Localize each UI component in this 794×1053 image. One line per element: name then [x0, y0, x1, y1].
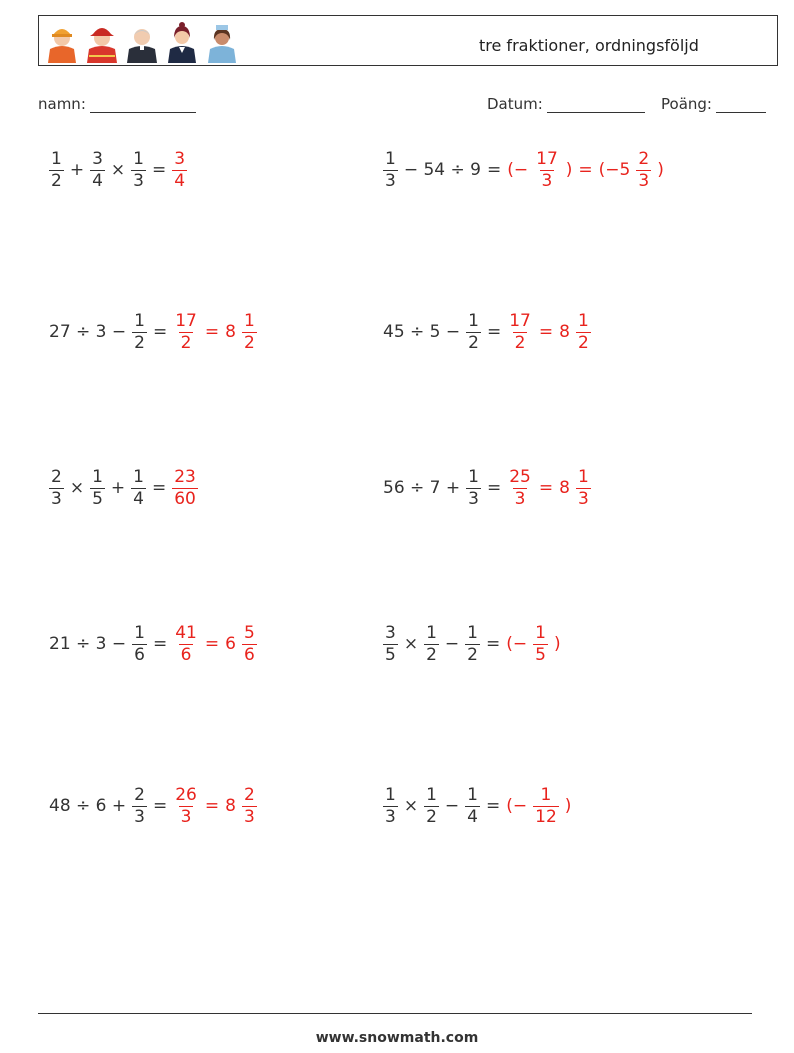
operator-text: × [69, 478, 85, 498]
denominator: 3 [514, 488, 526, 509]
numerator: 2 [134, 784, 145, 805]
operator-text: 45 ÷ 5 − [383, 322, 461, 342]
operator-text: = [151, 478, 167, 498]
numerator: 1 [468, 310, 479, 331]
fraction [383, 784, 398, 827]
numerator: 23 [174, 466, 196, 487]
answer [504, 310, 594, 353]
operator-text: + [69, 160, 85, 180]
numerator: 41 [175, 622, 197, 643]
operator-text: 21 ÷ 3 − [49, 634, 127, 654]
numerator: 3 [385, 622, 396, 643]
numerator: 5 [243, 622, 255, 643]
fraction [466, 310, 481, 353]
operator-text: = [204, 796, 220, 816]
fraction [131, 148, 146, 191]
date-field [487, 95, 645, 113]
denominator: 4 [174, 170, 186, 191]
fraction [424, 622, 439, 665]
fraction [173, 310, 199, 353]
denominator: 3 [577, 488, 589, 509]
numerator: 3 [92, 148, 103, 169]
operator-text: × [110, 160, 126, 180]
denominator: 3 [243, 806, 255, 827]
fraction [90, 148, 105, 191]
operator-text: = [152, 796, 168, 816]
operator-text: 6 [225, 634, 236, 654]
name-field [38, 95, 196, 113]
numerator: 2 [51, 466, 62, 487]
fraction [173, 784, 199, 827]
denominator: 6 [243, 644, 255, 665]
fraction [534, 148, 560, 191]
answer [169, 148, 190, 191]
answer [504, 466, 594, 509]
denominator: 2 [514, 332, 526, 353]
footer-divider [38, 1013, 752, 1014]
problem-4 [380, 302, 594, 362]
numerator: 1 [385, 148, 396, 169]
date-blank[interactable] [547, 96, 645, 113]
denominator: 2 [426, 644, 437, 665]
fraction [242, 622, 257, 665]
denominator: 3 [133, 170, 144, 191]
nurse-icon [205, 19, 239, 63]
operator-text: + [110, 478, 126, 498]
operator-text: 27 ÷ 3 − [49, 322, 127, 342]
fraction [172, 148, 187, 191]
answer [170, 622, 260, 665]
fraction [242, 310, 257, 353]
fraction [424, 784, 439, 827]
numerator: 1 [577, 310, 589, 331]
answer [503, 622, 563, 665]
numerator: 1 [467, 784, 478, 805]
numerator: 1 [51, 148, 62, 169]
score-label: Poäng: [661, 95, 712, 113]
answer [169, 466, 201, 509]
denominator: 5 [92, 488, 103, 509]
operator-text: − 54 ÷ 9 [403, 160, 481, 180]
construction-worker-icon [45, 19, 79, 63]
operator-text: ) [565, 160, 573, 180]
denominator: 3 [51, 488, 62, 509]
denominator: 4 [467, 806, 478, 827]
denominator: 6 [180, 644, 192, 665]
date-label: Datum: [487, 95, 543, 113]
denominator: 2 [426, 806, 437, 827]
numerator: 1 [577, 466, 589, 487]
problem-5 [46, 458, 201, 518]
numerator: 1 [134, 622, 145, 643]
operator-text: (− [506, 634, 528, 654]
numerator: 1 [134, 310, 145, 331]
problem-10 [380, 776, 574, 836]
operator-text: − [444, 634, 460, 654]
fraction [507, 310, 533, 353]
operator-text: = [485, 796, 501, 816]
denominator: 2 [180, 332, 192, 353]
operator-text: = [538, 478, 554, 498]
operator-text: = [485, 634, 501, 654]
numerator: 3 [174, 148, 186, 169]
operator-text: = [578, 160, 593, 180]
numerator: 1 [467, 622, 478, 643]
operator-text: ) [657, 160, 664, 180]
fraction [90, 466, 105, 509]
operator-text: = [204, 634, 220, 654]
denominator: 4 [133, 488, 144, 509]
denominator: 2 [577, 332, 589, 353]
businesswoman-icon [165, 19, 199, 63]
fraction [242, 784, 257, 827]
operator-text: (− [507, 160, 529, 180]
fraction [383, 622, 398, 665]
answer [503, 784, 574, 827]
problem-6 [380, 458, 594, 518]
fraction [576, 310, 591, 353]
problem-7 [46, 614, 260, 674]
denominator: 5 [535, 644, 546, 665]
denominator: 2 [243, 332, 255, 353]
fraction [131, 466, 146, 509]
denominator: 3 [385, 170, 396, 191]
fraction [465, 622, 480, 665]
operator-text: = [204, 322, 220, 342]
numerator: 2 [243, 784, 255, 805]
numerator: 1 [133, 466, 144, 487]
operator-text: = [152, 634, 168, 654]
fraction [173, 622, 199, 665]
fraction [576, 466, 591, 509]
answer [504, 148, 667, 191]
problem-9 [46, 776, 260, 836]
operator-text: = [152, 322, 168, 342]
denominator: 3 [385, 806, 396, 827]
operator-text: 8 [559, 478, 570, 498]
numerator: 1 [243, 310, 255, 331]
denominator: 6 [134, 644, 145, 665]
name-blank[interactable] [90, 96, 196, 113]
numerator: 1 [133, 148, 144, 169]
numerator: 2 [638, 148, 650, 169]
operator-text: (−5 [598, 160, 631, 180]
fraction [533, 784, 559, 827]
fraction [533, 622, 548, 665]
numerator: 17 [509, 310, 531, 331]
operator-text: × [403, 634, 419, 654]
problem-3 [46, 302, 260, 362]
denominator: 3 [134, 806, 145, 827]
fraction [172, 466, 198, 509]
denominator: 2 [467, 644, 478, 665]
operator-text: 8 [225, 322, 236, 342]
fraction [132, 622, 147, 665]
operator-text: × [403, 796, 419, 816]
fraction [49, 466, 64, 509]
problem-1 [46, 140, 190, 200]
numerator: 17 [175, 310, 197, 331]
operator-text: ) [564, 796, 572, 816]
numerator: 1 [540, 784, 552, 805]
footer-url: www.snowmath.com [315, 1030, 479, 1046]
operator-text: = [486, 322, 502, 342]
denominator: 60 [174, 488, 196, 509]
score-field [661, 95, 766, 113]
fraction [132, 310, 147, 353]
operator-text: ) [553, 634, 561, 654]
denominator: 2 [468, 332, 479, 353]
operator-text: 56 ÷ 7 + [383, 478, 461, 498]
numerator: 26 [175, 784, 197, 805]
header-box [38, 15, 778, 66]
operator-text: 8 [225, 796, 236, 816]
denominator: 3 [638, 170, 650, 191]
denominator: 2 [51, 170, 62, 191]
numerator: 25 [509, 466, 531, 487]
denominator: 2 [134, 332, 145, 353]
fraction [132, 784, 147, 827]
avatar-row [45, 19, 239, 63]
name-label: namn: [38, 95, 86, 113]
answer [170, 310, 260, 353]
numerator: 1 [426, 622, 437, 643]
denominator: 5 [385, 644, 396, 665]
fraction [383, 148, 398, 191]
operator-text: 48 ÷ 6 + [49, 796, 127, 816]
fraction [636, 148, 651, 191]
operator-text: = [486, 160, 502, 180]
denominator: 4 [92, 170, 103, 191]
denominator: 3 [468, 488, 479, 509]
numerator: 1 [92, 466, 103, 487]
fraction [465, 784, 480, 827]
operator-text: = [538, 322, 554, 342]
operator-text: = [486, 478, 502, 498]
denominator: 3 [180, 806, 192, 827]
numerator: 1 [385, 784, 396, 805]
numerator: 1 [468, 466, 479, 487]
problem-2 [380, 140, 667, 200]
operator-text: = [151, 160, 167, 180]
answer [170, 784, 260, 827]
operator-text: (− [506, 796, 528, 816]
operator-text: − [444, 796, 460, 816]
priest-icon [125, 19, 159, 63]
denominator: 12 [535, 806, 557, 827]
fraction [49, 148, 64, 191]
numerator: 17 [536, 148, 558, 169]
denominator: 3 [541, 170, 553, 191]
worksheet-title: tre fraktioner, ordningsföljd [479, 36, 699, 55]
score-blank[interactable] [716, 96, 766, 113]
fraction [466, 466, 481, 509]
numerator: 1 [426, 784, 437, 805]
problem-8 [380, 614, 564, 674]
numerator: 1 [535, 622, 546, 643]
firefighter-icon [85, 19, 119, 63]
fraction [507, 466, 533, 509]
operator-text: 8 [559, 322, 570, 342]
